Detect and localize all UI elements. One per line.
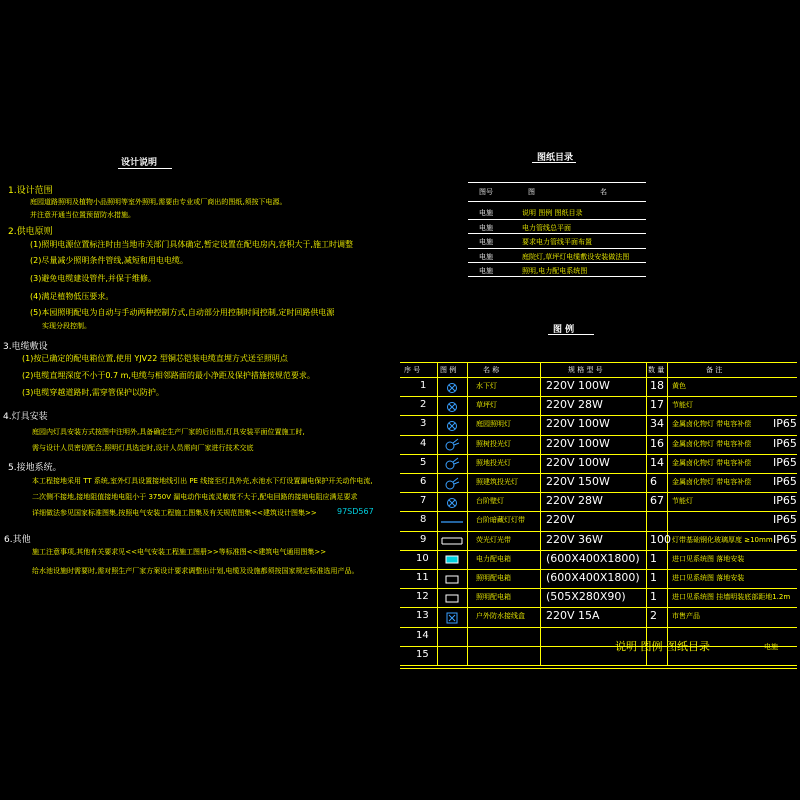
s4-line1: 庭园内灯具安装方式按图中注明外,具备确定生产厂家的后出图,灯具安装平面位置施工时, (32, 428, 305, 436)
drawing-list-row-no: 电施 (479, 267, 493, 275)
s5-line3: 详细做法参见国家标准图集,按照电气安装工程施工图集及有关规范图集<<建筑设计图集>> (32, 509, 317, 517)
legend-row-name: 电力配电箱 (476, 554, 511, 563)
drawing-list-row-name: 照明,电力配电系统图 (522, 267, 588, 275)
drawing-list-row-name: 要求电力管线平面布置 (522, 238, 592, 246)
legend-row-name: 照建筑投光灯 (476, 478, 518, 486)
legend-row-note: 灯带基础钢化玻璃厚度 ≥10mm (672, 535, 773, 544)
drawing-list-row-rule (468, 262, 646, 263)
s2-line3: (3)避免电缆建设管件,并保于维修。 (30, 274, 156, 283)
legend-row-note: 金属卤化物灯 带电容补偿 (672, 458, 752, 467)
legend-row-name: 照树投光灯 (476, 439, 511, 448)
legend-row-no: 3 (420, 418, 427, 430)
legend-header-5: 备 注 (706, 366, 723, 374)
s2-line1: (1)照明电源位置标注时由当地市关部门具体确定,暂定设置在配电房内,容积大于,施工时调整 (30, 240, 353, 249)
s1-title: 1.设计范围 (8, 186, 53, 196)
legend-row-qty: 2 (650, 609, 657, 623)
drawing-list-top-rule (468, 182, 646, 183)
s2-title: 2.供电原则 (8, 227, 53, 237)
legend-row-qty: 1 (650, 571, 657, 584)
drawing-list-row-rule (468, 219, 646, 220)
drawing-list-row-no: 电施 (479, 253, 493, 261)
legend-row-note: 金属卤化物灯 带电容补偿 (672, 420, 752, 429)
circle-cross-icon (437, 495, 467, 511)
legend-row-no: 9 (420, 533, 427, 545)
s2-line4: (4)满足植物低压要求。 (30, 292, 114, 301)
panel-icon (437, 591, 467, 607)
drawing-list-row-no: 电施 (479, 209, 493, 217)
legend-grid-hline (400, 396, 797, 397)
legend-row-spec: 220V 28W (546, 494, 603, 508)
legend-row-no: 12 (416, 591, 429, 603)
line-icon (437, 514, 467, 530)
drawing-list-row-name: 庭院灯,草坪灯电缆敷设安装做法图 (522, 253, 630, 261)
legend-row-name: 台阶壁灯 (476, 497, 504, 506)
panel-filled-icon (437, 552, 467, 568)
legend-row-no: 8 (420, 514, 427, 526)
legend-row-name: 台阶暗藏灯灯带 (476, 516, 525, 525)
legend-row-spec: 220V 100W (546, 455, 610, 469)
legend-grid-hline (400, 569, 797, 570)
legend-grid-vline (467, 362, 468, 665)
s3-line2: (2)电缆直埋深度不小于0.7 m,电缆与相邻路面的最小净距及保护措施按规范要求。 (22, 371, 315, 380)
s5-title: 5.接地系统。 (8, 463, 62, 473)
s5-line2: 二次侧不接地,接地阻值接地电阻小于 3750V 漏电动作电流灵敏度不大于,配电回路的接地电阻应满足要求 (32, 493, 358, 501)
legend-row-note: 进口见系统图 挂墙明装底部距地1.2m (672, 593, 791, 602)
s3-line1: (1)按已确定的配电箱位置,使用 YJV22 型铜芯铠装电缆直埋方式送至照明点 (22, 354, 288, 363)
legend-row-spec: 220V 100W (546, 417, 610, 431)
s2-line5: (5)本园照明配电为自动与手动两种控制方式,自动部分用控制时间控制,定时回路供电源 (30, 308, 335, 317)
legend-row-no: 6 (420, 476, 427, 487)
s4-title: 4.灯具安装 (3, 412, 48, 422)
spotlight-icon (437, 437, 467, 453)
legend-row-no: 11 (416, 572, 429, 583)
s2-line6: 实现分段控制。 (42, 322, 91, 330)
legend-grid-hline (400, 435, 797, 436)
s4-line2: 需与设计人员密切配合,照明灯具选定时,设计人员需向厂家进行技术交底 (32, 444, 254, 452)
legend-row-qty: 17 (650, 398, 664, 412)
legend-grid-hline (400, 550, 797, 551)
legend-grid-hline (400, 668, 797, 669)
legend-row-ip: IP65 (773, 475, 797, 488)
legend-grid-hline (400, 607, 797, 608)
panel-icon (437, 572, 467, 588)
legend-grid-hline (400, 473, 797, 474)
drawing-list-title: 图纸目录 (537, 153, 574, 163)
legend-grid-hline (400, 454, 797, 455)
legend-row-qty: 67 (650, 494, 664, 508)
legend-title-underline (548, 334, 594, 335)
s1-line1: 庭园道路照明及植物小品照明等室外照明,需要由专业或厂商出的图纸,须按下电源。 (30, 198, 287, 206)
legend-row-note: 市售产品 (672, 612, 700, 621)
legend-row-name: 荧光灯光带 (476, 535, 511, 544)
drawing-list-title-underline (532, 162, 576, 163)
legend-row-ip: IP65 (773, 532, 797, 546)
legend-header-1: 图 例 (440, 366, 457, 374)
drawing-list-row-name: 电力管线总平面 (522, 224, 571, 232)
legend-row-no: 1 (420, 380, 427, 391)
drawing-list-row-rule (468, 248, 646, 249)
legend-grid-vline (646, 362, 647, 665)
legend-row-ip: IP65 (773, 436, 797, 450)
legend-grid-hline (400, 511, 797, 512)
legend-row-note: 金属卤化物灯 带电容补偿 (672, 478, 752, 486)
legend-row-note: 节能灯 (672, 497, 693, 506)
legend-row-no: 5 (420, 456, 427, 468)
legend-row-name: 照明配电箱 (476, 574, 511, 582)
legend-grid-vline (667, 362, 668, 665)
legend-grid-hline (400, 627, 797, 628)
drawing-list-header-name1: 图 (528, 188, 535, 196)
legend-row-qty: 14 (650, 455, 664, 469)
legend-row-ip: IP65 (773, 455, 797, 469)
drawing-list-row-no: 电施 (479, 224, 493, 232)
legend-row-spec: (505X280X90) (546, 590, 626, 604)
s3-line3: (3)电缆穿越道路时,需穿管保护以防护。 (22, 388, 164, 397)
legend-row-no: 4 (420, 437, 427, 449)
legend-title: 图 例 (553, 325, 575, 335)
drawing-list-header-rule (468, 201, 646, 202)
legend-grid-hline (400, 415, 797, 416)
legend-row-qty: 100 (650, 532, 671, 546)
legend-row-name: 户外防水接线盒 (476, 612, 525, 621)
legend-row-name: 照地投光灯 (476, 458, 511, 467)
legend-row-no: 10 (416, 552, 429, 564)
legend-row-ip: IP65 (773, 417, 797, 431)
legend-row-spec: 220V 28W (546, 398, 603, 412)
legend-row-no: 2 (420, 399, 427, 411)
legend-row-name: 草坪灯 (476, 401, 497, 410)
s6-line1: 施工注意事项,其他有关要求见<<电气安装工程施工图册>>等标准图<<建筑电气通用图集>> (32, 548, 327, 556)
legend-row-ip: IP65 (773, 494, 797, 508)
legend-row-spec: (600X400X1800) (546, 571, 640, 584)
legend-row-name: 水下灯 (476, 382, 497, 390)
legend-row-ip: IP65 (773, 513, 797, 527)
legend-row-qty: 34 (650, 417, 664, 431)
circle-cross-icon (437, 418, 467, 434)
legend-row-spec: 220V 15A (546, 609, 600, 623)
legend-grid-hline (400, 665, 797, 666)
legend-row-no: 14 (416, 629, 429, 641)
legend-row-name: 庭园照明灯 (476, 420, 511, 429)
boxed-x-icon (437, 610, 467, 626)
spotlight-icon (437, 476, 467, 492)
legend-row-note: 进口见系统图 落地安装 (672, 554, 745, 563)
legend-row-qty: 1 (650, 590, 657, 604)
spotlight-icon (437, 456, 467, 472)
legend-grid-hline (400, 588, 797, 589)
legend-grid-hline (400, 646, 797, 647)
drawing-list-header-no: 图号 (479, 188, 493, 196)
drawing-list-bottom-rule (468, 276, 646, 277)
legend-row-spec: 220V 36W (546, 532, 603, 546)
title-block-sheet: 电施 (764, 643, 778, 651)
design-title: 设计说明 (121, 158, 158, 168)
drawing-list-row-name: 说明 图例 图纸目录 (522, 209, 583, 217)
legend-header-4: 数 量 (648, 366, 665, 374)
legend-grid-hline (400, 362, 797, 363)
legend-row-note: 节能灯 (672, 401, 693, 410)
legend-grid-hline (400, 531, 797, 532)
legend-row-note: 黄色 (672, 382, 686, 390)
legend-row-qty: 1 (650, 551, 657, 565)
legend-row-name: 照明配电箱 (476, 593, 511, 602)
legend-row-qty: 6 (650, 475, 657, 488)
legend-row-qty: 18 (650, 379, 664, 392)
design-title-underline (118, 168, 172, 169)
s6-line2: 给水池设施时需要时,需对照生产厂家方案设计要求调整出计划,电缆及设施都须按国家规定标准选用产品。 (32, 567, 359, 575)
legend-row-spec: 220V 100W (546, 379, 610, 392)
legend-row-qty: 16 (650, 436, 664, 450)
tube-icon (437, 533, 467, 549)
legend-header-2: 名 称 (483, 366, 500, 374)
legend-row-spec: 220V 100W (546, 436, 610, 450)
legend-header-0: 序 号 (404, 366, 421, 374)
legend-row-note: 进口见系统图 落地安装 (672, 574, 745, 582)
legend-row-spec: 220V (546, 513, 575, 527)
drawing-list-header-name2: 名 (600, 188, 607, 196)
legend-grid-vline (540, 362, 541, 665)
legend-row-spec: (600X400X1800) (546, 551, 640, 565)
circle-cross-icon (437, 399, 467, 415)
legend-row-spec: 220V 150W (546, 475, 610, 488)
legend-row-no: 15 (416, 648, 429, 660)
legend-grid-hline (400, 492, 797, 493)
s3-title: 3.电缆敷设 (3, 342, 48, 352)
s5-line1: 本工程接地采用 TT 系统,室外灯具设置接地线引出 PE 线接至灯具外壳,水池水下灯设置漏电保护开关动作电流, (32, 477, 373, 485)
s5-code: 97SD567 (337, 507, 374, 516)
legend-row-note: 金属卤化物灯 带电容补偿 (672, 439, 752, 448)
s6-title: 6.其他 (4, 535, 31, 545)
title-block-title: 说明 图例 图纸目录 (615, 640, 710, 653)
s2-line2: (2)尽量减少照明条件管线,减短和用电电缆。 (30, 256, 188, 265)
s1-line2: 并注意开通当位置预留防水措施。 (30, 211, 135, 219)
drawing-list-row-rule (468, 233, 646, 234)
legend-row-no: 13 (416, 610, 429, 622)
legend-header-3: 规 格 型 号 (568, 366, 603, 374)
legend-grid-hline (400, 377, 797, 378)
legend-row-no: 7 (420, 495, 427, 507)
circle-cross-icon (437, 380, 467, 396)
drawing-list-row-no: 电施 (479, 238, 493, 246)
